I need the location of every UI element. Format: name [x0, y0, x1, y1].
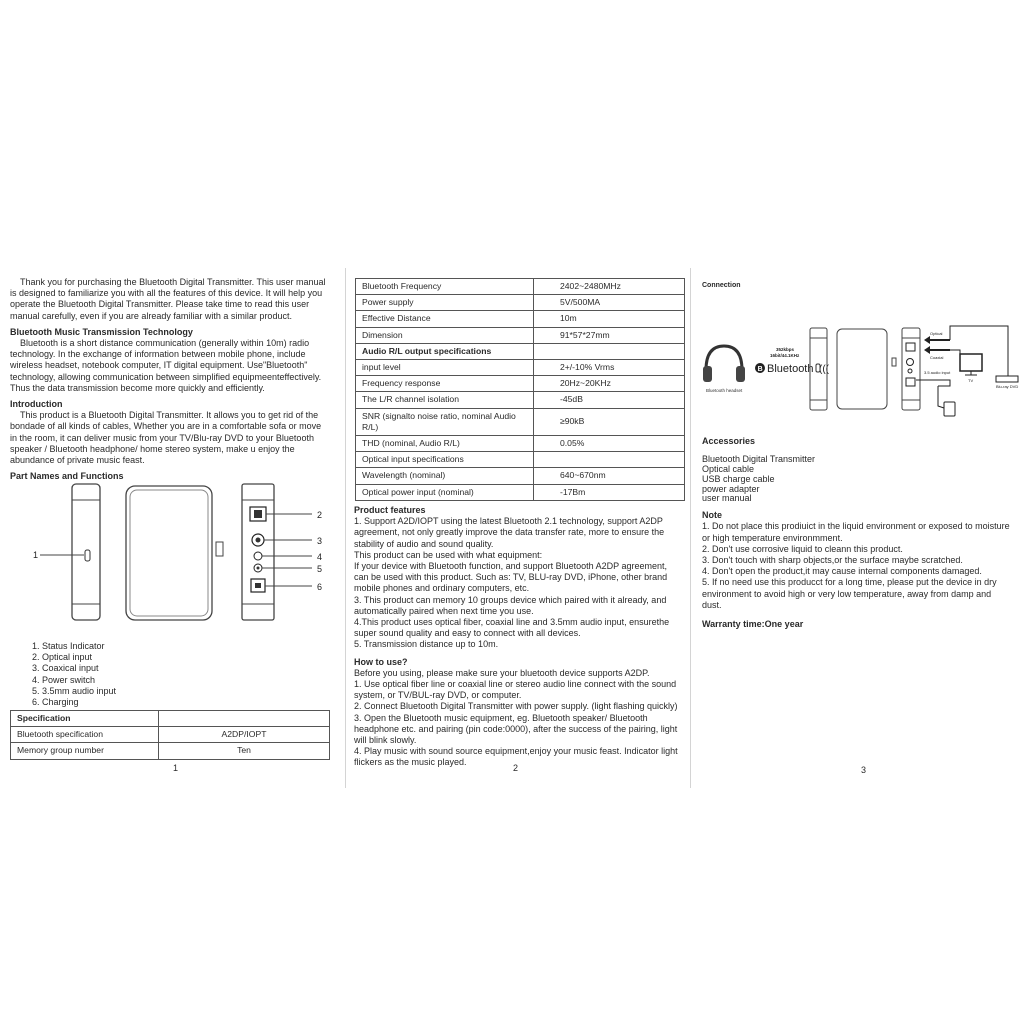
spec-label: Optical power input (nominal) [356, 484, 534, 500]
spec-label: Memory group number [11, 743, 159, 759]
tv-label: TV [968, 378, 974, 383]
howto-heading: How to use? [354, 656, 408, 667]
accessories-list [702, 455, 1012, 504]
spec-label: The L/R channel isolation [356, 392, 534, 408]
spec-label: Dimension [356, 327, 534, 343]
callout-3: 3 [317, 536, 323, 546]
introduction-paragraph: This product is a Bluetooth Digital Transmitter. It allows you to get rid of the bondade of all kinds of cables, Whether you are in a comfortable sofa or move in the room, it can deliver music from your TV/Blu-ray DVD to your Bluetooth speaker / Bluetooth headphone/ home stereo system, make u enjoy the abundance of private music feast. [10, 410, 322, 466]
howto-item: Before you using, please make sure your bluetooth device supports A2DP. [354, 667, 650, 678]
howto-item: 1. Use optical fiber line or coaxial line or stereo audio line connect with the sound system, or TV/BUL-ray DVD, or computer. [354, 679, 677, 701]
page-divider-right [690, 268, 691, 788]
features-heading: Product features [354, 505, 426, 515]
spec-value: 20Hz~20KHz [534, 376, 685, 392]
part-item: 3. Coaxical input [32, 663, 99, 674]
accessories-heading: Accessories [702, 436, 756, 446]
coaxial-label: Coaxial [930, 355, 944, 360]
callout-6: 6 [317, 582, 323, 592]
table-row [356, 376, 685, 392]
spec-value: 2402~2480MHz [534, 279, 685, 295]
page-number-3: 3 [861, 765, 867, 775]
parts-list [32, 641, 232, 708]
dvd-player-icon [996, 376, 1018, 382]
feature-item: If your device with Bluetooth function, and support Bluetooth A2DP agreement, can be used with this product. Such as: TV, BLU-ray DVD, iPhone, other brand mobile phones and ordinary computers, etc. [354, 561, 668, 594]
table-row [356, 311, 685, 327]
part-item: 2. Optical input [32, 652, 93, 663]
table-row [356, 360, 685, 376]
note-item: 4. Don't open the product,it may cause internal components damaged. [702, 566, 982, 577]
spec-label: Optical input specifications [356, 452, 534, 468]
page-2-spec-table-wrap [355, 278, 685, 501]
device-front-view [126, 486, 212, 620]
spec-label: Bluetooth specification [11, 727, 159, 743]
page-1-spec-table-wrap [10, 710, 330, 760]
spec-label: Frequency response [356, 376, 534, 392]
svg-text:(((: ((( [819, 364, 829, 375]
bt-tech-heading: Bluetooth Music Transmission Technology [10, 326, 193, 337]
feature-item: This product can be used with what equipment: [354, 549, 543, 560]
table-row [11, 727, 330, 743]
rate-label-2: 16bit/44.1KHz [770, 353, 800, 358]
note-item: 1. Do not place this prodiuict in the liquid environment or exposed to moisture or high temperature environmment. [702, 521, 1010, 543]
spec-value: -45dB [534, 392, 685, 408]
spec-value [534, 343, 685, 359]
callout-5: 5 [317, 564, 323, 574]
page-1-spec-table [10, 710, 330, 760]
intro-paragraph: Thank you for purchasing the Bluetooth Digital Transmitter. This user manual is designed to familiarize you with all the features of this device. It will help you operate the Bluetooth Digital Transmitter. Please take time to read this user manual carefully, even if you are already familiar with a similar product. [10, 277, 326, 321]
accessory-item: Bluetooth Digital Transmitter [702, 454, 816, 465]
accessory-item: power adapter [702, 483, 760, 494]
spec-label: Audio R/L output specifications [356, 343, 534, 359]
page-divider-left [345, 268, 346, 788]
page-number-1: 1 [173, 763, 179, 773]
accessory-item: USB charge cable [702, 473, 775, 484]
howto-item: 2. Connect Bluetooth Digital Transmitter with power supply. (light flashing quickly) [354, 701, 678, 712]
part-item: 5. 3.5mm audio input [32, 685, 117, 696]
tv-icon [960, 354, 982, 371]
table-row [356, 327, 685, 343]
audio-source-icon [944, 402, 955, 416]
table-row [356, 484, 685, 500]
dvd-label: Blu-ray DVD [996, 384, 1019, 389]
bluetooth-word: Bluetooth [767, 363, 814, 375]
table-row [356, 408, 685, 435]
spec-value: -17Bm [534, 484, 685, 500]
introduction-heading: Introduction [10, 399, 63, 410]
status-indicator-led [85, 550, 90, 561]
spec-value [534, 452, 685, 468]
connection-heading: Connection [702, 282, 741, 289]
part-item: 4. Power switch [32, 674, 96, 685]
part-item: 1. Status Indicator [32, 641, 105, 651]
page-3-text [702, 436, 1012, 630]
note-item: 5. If no need use this producct for a long time, please put the device in dry environment to avoid high or very low temperature, away from damp and dust. [702, 577, 997, 610]
spec-value: ≥90kB [534, 408, 685, 435]
svg-text:B: B [757, 366, 763, 373]
spec-value: A2DP/IOPT [159, 727, 330, 743]
spec-label: Bluetooth Frequency [356, 279, 534, 295]
note-item: 2. Don't use corrosive liquid to cleann this product. [702, 543, 903, 554]
parts-heading: Part Names and Functions [10, 471, 124, 482]
table-row [356, 452, 685, 468]
warranty-text: Warranty time:One year [702, 619, 804, 630]
spec-value: Ten [159, 743, 330, 759]
howto-item: 4. Play music with sound source equipment,enjoy your music feast. Indicator light flickers as the music played. [354, 746, 678, 768]
bt-tech-paragraph: Bluetooth is a short distance communication (generally within 10m) radio technology. In the exchange of information between mobile phone, include wireless headset, notebook computer, IT digital equipment. Use"Bluetooth" technology, allowing communication between simplified equipmeenteffectively. Thus the data transmission become more quickly and efficiently. [10, 338, 322, 393]
part-item: 6. Charging [32, 697, 79, 708]
feature-item: 3. This product can memory 10 groups device which paired with it already, and automatically paired when next time you use. [354, 594, 667, 616]
headset-label: Bluetooth headset [706, 388, 743, 393]
spec-label: input level [356, 360, 534, 376]
feature-item: 1. Support A2D/IOPT using the latest Bluetooth 2.1 technology, support A2DP agreement, not only greatly improve the data transfer rate, more to ensure the stability of audio and sound quality. [354, 516, 665, 549]
spec-heading-cell: Specification [11, 711, 159, 727]
accessory-item: Optical cable [702, 464, 755, 474]
table-row [356, 295, 685, 311]
headphones-icon [703, 346, 745, 382]
power-switch [254, 552, 262, 560]
howto-item: 3. Open the Bluetooth music equipment, eg. Bluetooth speaker/ Bluetooth headphone etc. and pairing (pin code:0000), after the success of the pairing, light will blink slowly. [354, 712, 678, 746]
page-number-2: 2 [513, 763, 519, 773]
feature-item: 4.This product uses optical fiber, coaxial line and 3.5mm audio input, ensurethe super sound quality and easy to connect with all devices. [354, 617, 670, 639]
spec-value: 2+/-10% Vrms [534, 360, 685, 376]
table-row [356, 343, 685, 359]
feature-item: 5. Transmission distance up to 10m. [354, 639, 499, 650]
spec-label: Power supply [356, 295, 534, 311]
spec-value: 10m [534, 311, 685, 327]
callout-4: 4 [317, 552, 323, 562]
table-row [356, 468, 685, 484]
spec-value: 640~670nm [534, 468, 685, 484]
note-item: 3. Don't touch with sharp objects,or the surface maybe scratched. [702, 555, 963, 565]
spec-value: 0.05% [534, 436, 685, 452]
table-row [356, 436, 685, 452]
table-row [356, 279, 685, 295]
audio-input-label: 3.5 audio input [924, 370, 951, 375]
spec-label: THD (nominal, Audio R/L) [356, 436, 534, 452]
page-1 [10, 277, 328, 482]
device-diagram [30, 480, 340, 630]
callout-2: 2 [317, 510, 323, 520]
page-2-spec-table [355, 278, 685, 501]
note-heading: Note [702, 510, 722, 521]
table-row [356, 392, 685, 408]
connection-diagram [698, 318, 1020, 428]
rate-label: 352kbps [776, 347, 795, 352]
device-side-view [72, 484, 100, 620]
spec-label: Effective Distance [356, 311, 534, 327]
spec-value: 91*57*27mm [534, 327, 685, 343]
spec-label: SNR (signalto noise ratio, nominal Audio R/L) [356, 408, 534, 435]
callout-1: 1 [33, 550, 39, 560]
transmitter-front [837, 329, 887, 409]
page-2-text [354, 505, 684, 769]
table-row [11, 743, 330, 759]
spec-value: 5V/500MA [534, 295, 685, 311]
optical-label: Optical [930, 331, 943, 336]
accessory-item: user manual [702, 493, 752, 504]
spec-label: Wavelength (nominal) [356, 468, 534, 484]
